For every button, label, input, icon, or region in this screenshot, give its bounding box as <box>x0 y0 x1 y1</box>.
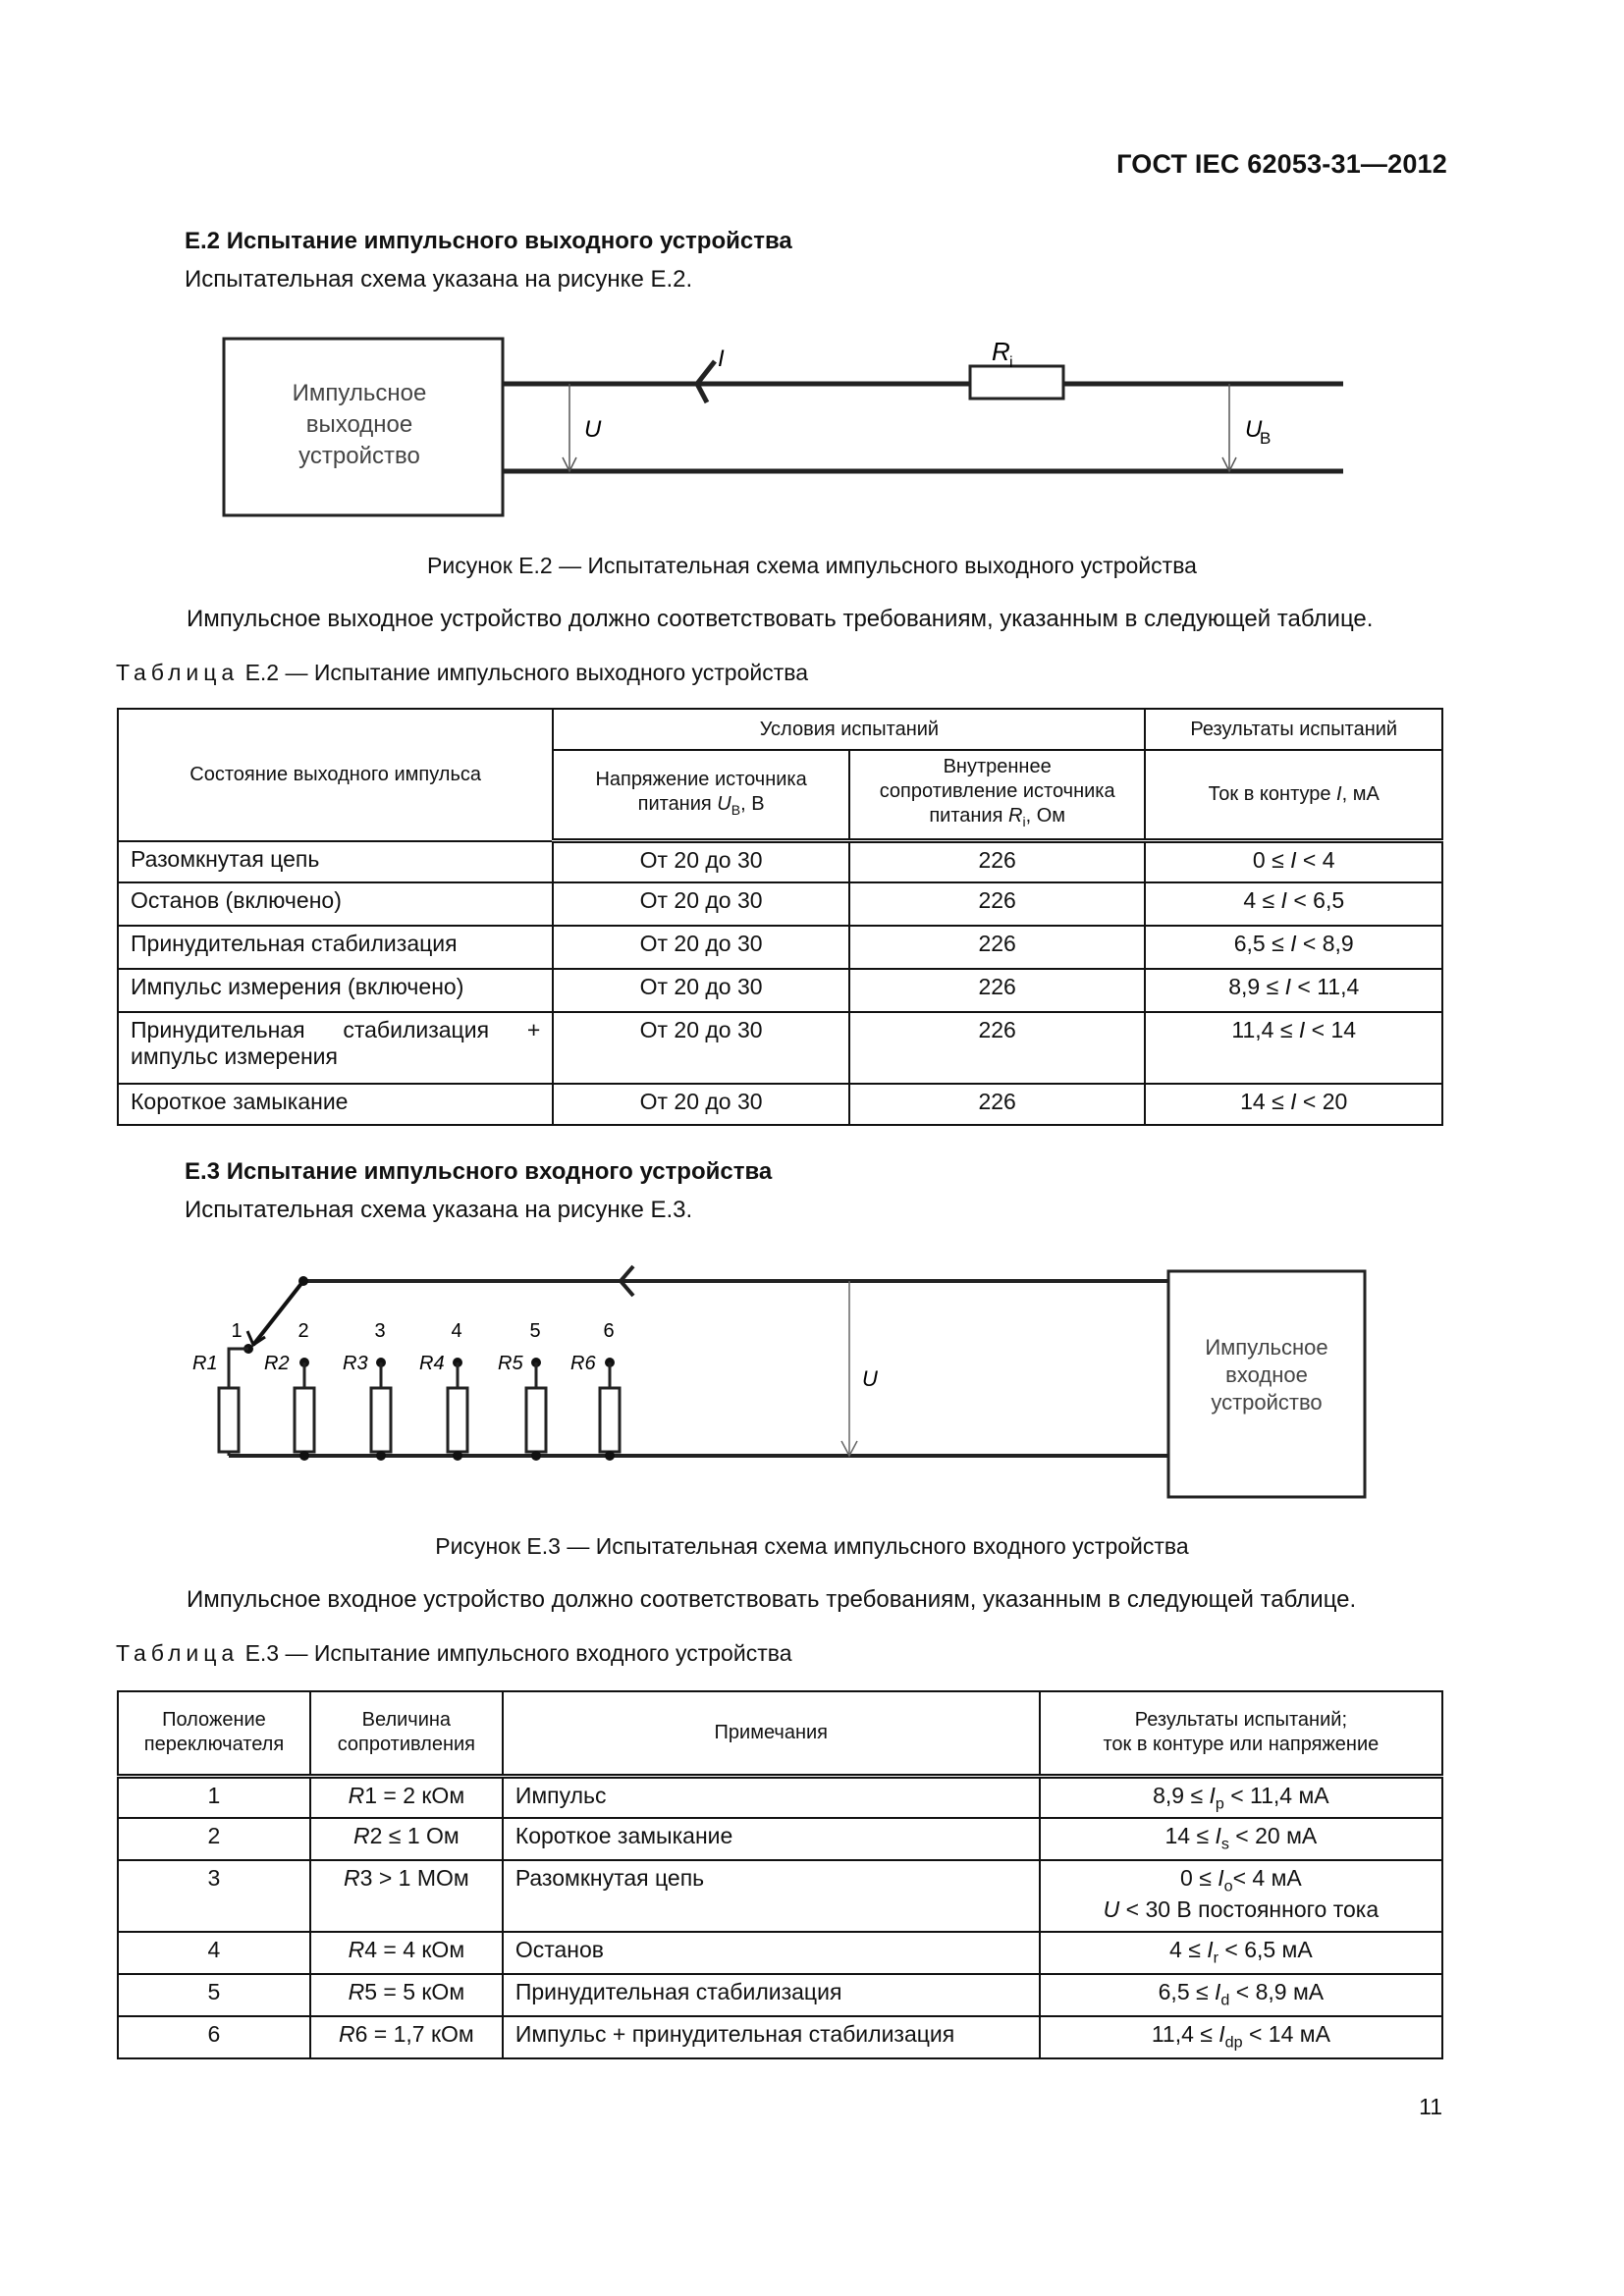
page-number: 11 <box>1419 2094 1442 2119</box>
svg-text:1: 1 <box>231 1320 243 1342</box>
table-row: Разомкнутая цепь От 20 до 30 226 0 ≤ I < 4 <box>118 841 1442 882</box>
svg-text:I: I <box>718 346 725 372</box>
col-header-current: Ток в контуре I, мА <box>1145 750 1442 841</box>
resistor-r2 <box>264 1353 314 1461</box>
svg-text:U: U <box>862 1366 878 1391</box>
section-e2-requirement: Импульсное выходное устройство должно соответствовать требованиям, указанным в следующей таблице. <box>187 606 1374 632</box>
table-row: 5 R5 = 5 кОм Принудительная стабилизация $6,5 \le I_d < 8,9$ мА <box>118 1974 1442 2016</box>
figure-e3-circuit <box>0 1237 1624 1512</box>
col-header-value: Величина сопротивления <box>310 1691 503 1776</box>
table-row: 6 R6 = 1,7 кОм Импульс + принудительная стабилизация $11,4 \le I_{dp} < 14$ мА <box>118 2016 1442 2058</box>
svg-text:R3: R3 <box>343 1353 368 1374</box>
svg-text:R: R <box>992 337 1010 366</box>
col-header-state: Состояние выходного импульса <box>118 709 553 841</box>
table-e3 <box>117 1690 1443 2059</box>
svg-text:R2: R2 <box>264 1353 290 1374</box>
svg-text:2: 2 <box>298 1320 309 1342</box>
svg-text:3: 3 <box>374 1320 386 1342</box>
col-group-conditions: Условия испытаний <box>553 709 1145 750</box>
switch-arm <box>253 1281 303 1345</box>
svg-text:U: U <box>584 416 602 443</box>
table-row: 2 R2 ≤ 1 Ом Короткое замыкание $14 \le I_s < 20$ мА <box>118 1818 1442 1860</box>
table-e3-title: Таблица Е.3 — Испытание импульсного входного устройства <box>116 1640 792 1666</box>
table-row: 3 R3 > 1 МОм Разомкнутая цепь $0 \le I_o< 4$ мА U < 30 В постоянного тока <box>118 1860 1442 1932</box>
section-e2-title: E.2 Испытание импульсного выходного устройства <box>185 228 792 254</box>
table-row: Короткое замыкание От 20 до 30 226 14 ≤ I < 20 <box>118 1084 1442 1125</box>
svg-text:i: i <box>1009 354 1013 371</box>
resistor-r1 <box>219 1388 239 1452</box>
svg-text:R5: R5 <box>498 1353 523 1374</box>
resistor-r5 <box>498 1353 546 1461</box>
svg-text:устройство: устройство <box>1211 1390 1323 1415</box>
box-line: устройство <box>298 443 420 469</box>
section-e3-intro: Испытательная схема указана на рисунке Е.3. <box>185 1197 693 1223</box>
col-header-position: Положение переключателя <box>118 1691 310 1776</box>
col-header-notes: Примечания <box>503 1691 1040 1776</box>
resistor-ri <box>970 366 1063 399</box>
svg-text:R4: R4 <box>419 1353 445 1374</box>
col-header-resistance: Внутреннее сопротивление источника питания $R_i$, Ом <box>849 750 1146 841</box>
figure-e2-circuit <box>0 0 1624 550</box>
resistor-r3 <box>343 1353 391 1461</box>
svg-text:входное: входное <box>1225 1362 1308 1387</box>
document-code: ГОСТ IEC 62053-31—2012 <box>1116 149 1447 179</box>
col-group-results: Результаты испытаний <box>1145 709 1442 750</box>
resistor-r6 <box>570 1353 620 1461</box>
svg-text:B: B <box>1260 429 1272 448</box>
section-e2-intro: Испытательная схема указана на рисунке Е.2. <box>185 266 693 293</box>
svg-text:U: U <box>1245 416 1263 443</box>
box-line: Импульсное <box>292 380 427 406</box>
svg-text:4: 4 <box>451 1320 462 1342</box>
table-row: 1 R1 = 2 кОм Импульс $8,9 \le I_p < 11,4$ мА <box>118 1776 1442 1818</box>
svg-text:R1: R1 <box>192 1353 218 1374</box>
table-row: Принудительная стабилизация + импульс измерения От 20 до 30 226 11,4 ≤ I < 14 <box>118 1012 1442 1084</box>
resistor-r4 <box>419 1353 467 1461</box>
svg-text:5: 5 <box>529 1320 541 1342</box>
table-row: 4 R4 = 4 кОм Останов $4 \le I_r < 6,5$ мА <box>118 1932 1442 1974</box>
figure-e3-caption: Рисунок Е.3 — Испытательная схема импульсного входного устройства <box>435 1533 1189 1559</box>
table-e2-title: Таблица Е.2 — Испытание импульсного выходного устройства <box>116 660 809 685</box>
col-header-voltage: Напряжение источника питания $U_B$, В <box>553 750 849 841</box>
table-e2 <box>117 708 1443 1126</box>
figure-e2-caption: Рисунок Е.2 — Испытательная схема импульсного выходного устройства <box>427 553 1197 578</box>
table-row: Останов (включено) От 20 до 30 226 4 ≤ I < 6,5 <box>118 882 1442 926</box>
svg-text:Импульсное: Импульсное <box>1205 1335 1328 1360</box>
section-e3-requirement: Импульсное входное устройство должно соответствовать требованиям, указанным в следующей таблице. <box>187 1586 1357 1613</box>
svg-text:6: 6 <box>603 1320 615 1342</box>
col-header-results: Результаты испытаний; ток в контуре или напряжение <box>1040 1691 1442 1776</box>
table-row: Принудительная стабилизация От 20 до 30 226 6,5 ≤ I < 8,9 <box>118 926 1442 969</box>
box-line: выходное <box>305 411 413 438</box>
svg-text:R6: R6 <box>570 1353 596 1374</box>
section-e3-title: E.3 Испытание импульсного входного устройства <box>185 1158 773 1185</box>
table-row: Импульс измерения (включено) От 20 до 30 226 8,9 ≤ I < 11,4 <box>118 969 1442 1012</box>
